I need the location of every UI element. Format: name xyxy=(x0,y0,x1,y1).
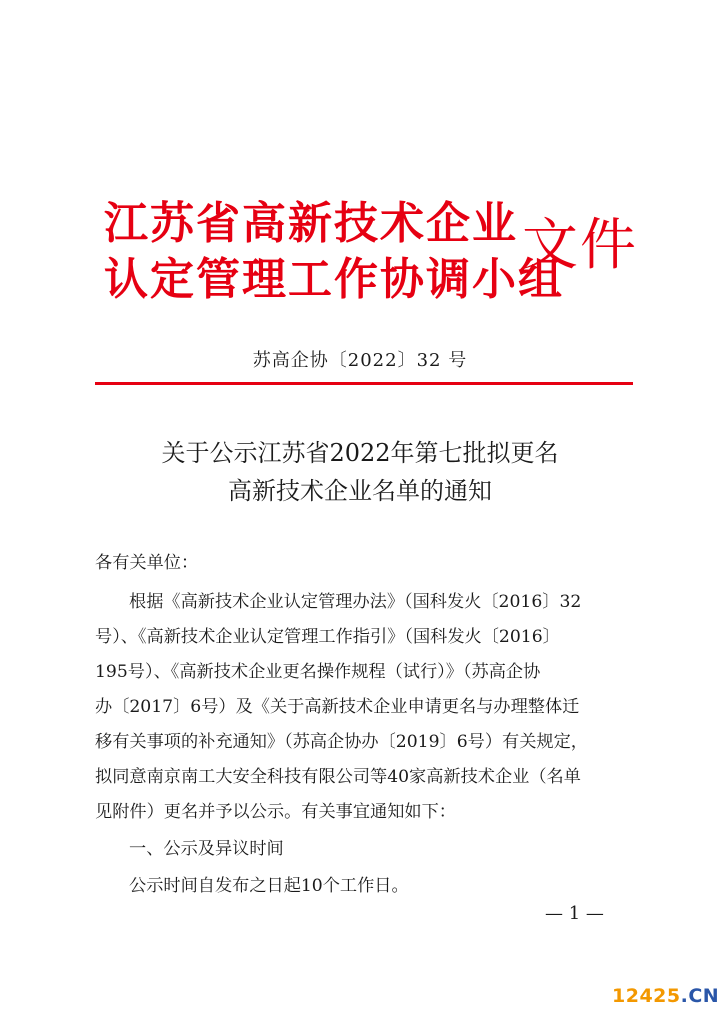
issuer-suffix: 文件 xyxy=(522,213,638,278)
title-line-1: 关于公示江苏省2022年第七批拟更名 xyxy=(161,439,559,467)
page-number: — 1 — xyxy=(545,903,604,924)
section-heading: 一、公示及异议时间 xyxy=(129,839,284,859)
paragraph-line: 根据《高新技术企业认定管理办法》（国科发火〔2016〕32 xyxy=(129,592,582,612)
paragraph-line: 办〔2017〕6号）及《关于高新技术企业申请更名与办理整体迁 xyxy=(95,697,580,717)
document-number: 苏高企协〔2022〕32 号 xyxy=(252,350,468,371)
red-divider-line xyxy=(95,382,633,385)
salutation: 各有关单位： xyxy=(95,553,199,573)
issuer-line-2: 认定管理工作协调小组 xyxy=(104,254,564,305)
paragraph-line: 号）、《高新技术企业认定管理工作指引》（国科发火〔2016〕 xyxy=(95,627,560,647)
body-paragraph xyxy=(95,585,635,830)
title-line-2: 高新技术企业名单的通知 xyxy=(228,477,492,505)
watermark-digits: 12425 xyxy=(612,985,681,1007)
paragraph-line: 195号）、《高新技术企业更名操作规程（试行）》（苏高企协 xyxy=(95,662,541,682)
document-title xyxy=(0,434,720,510)
site-watermark[interactable] xyxy=(612,984,719,1008)
issuer-line-1: 江苏省高新技术企业 xyxy=(104,198,518,249)
paragraph-line: 见附件）更名并予以公示。有关事宜通知如下： xyxy=(95,802,456,822)
watermark-tld: .CN xyxy=(680,985,720,1007)
paragraph-line: 移有关事项的补充通知》（苏高企协办〔2019〕6号）有关规定， xyxy=(95,732,588,752)
paragraph-line: 拟同意南京南工大安全科技有限公司等40家高新技术企业（名单 xyxy=(95,767,581,787)
section-body: 公示时间自发布之日起10个工作日。 xyxy=(129,876,409,896)
issuer-name xyxy=(104,196,564,308)
